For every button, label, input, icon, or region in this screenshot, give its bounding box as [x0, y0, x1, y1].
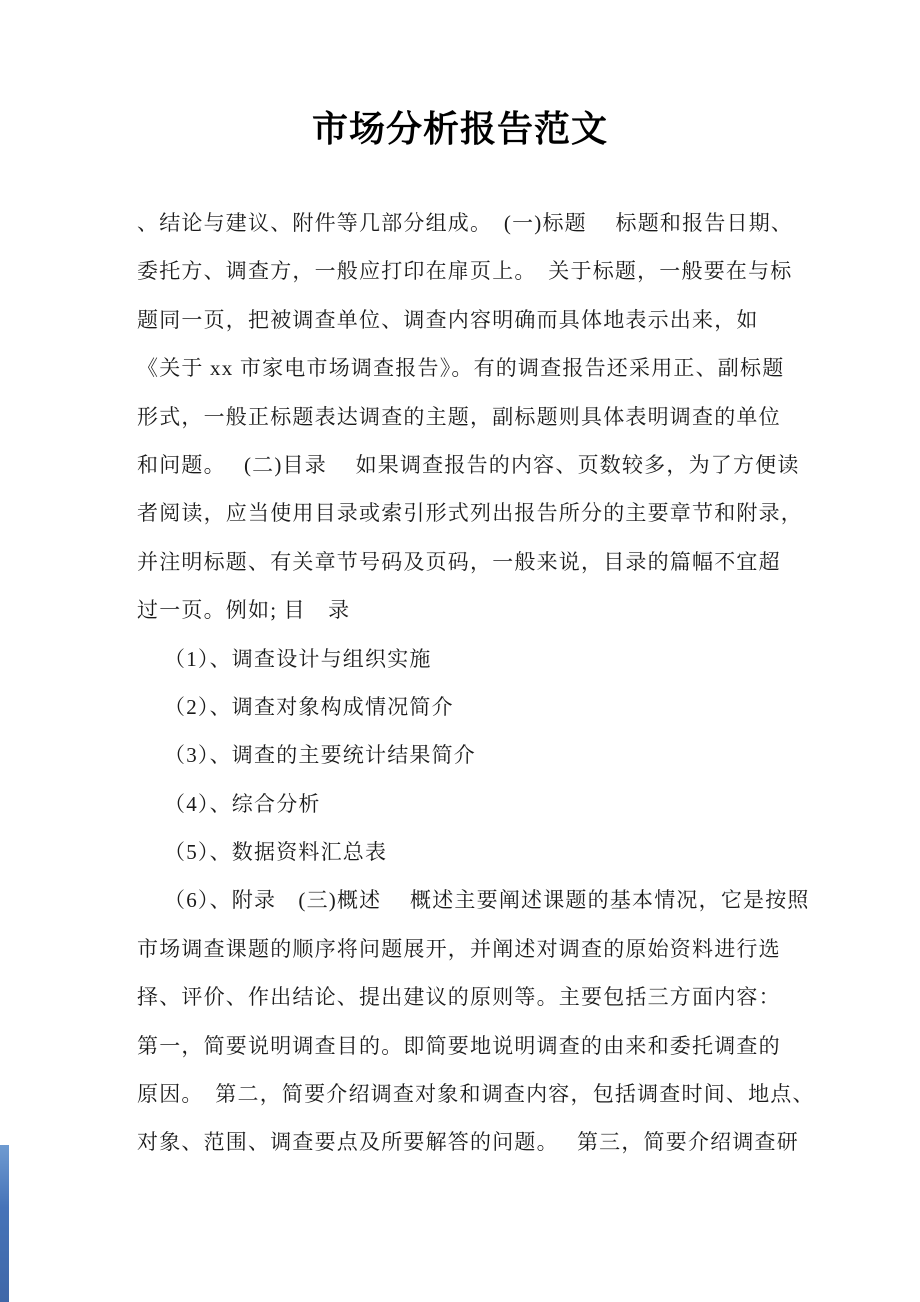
body-line: 委托方、调查方，一般应打印在扉页上。 关于标题，一般要在与标 — [137, 259, 793, 284]
body-line: 择、评价、作出结论、提出建议的原则等。主要包括三方面内容： — [137, 985, 781, 1010]
body-line: 第一，简要说明调查目的。即简要地说明调查的由来和委托调查的 — [137, 1033, 781, 1058]
toc-item: （4）、综合分析 — [164, 791, 321, 816]
toc-item: （1）、调查设计与组织实施 — [164, 646, 432, 671]
body-line: 和问题。 (二)目录 如果调查报告的内容、页数较多，为了方便读 — [137, 452, 800, 477]
document-title: 市场分析报告范文 — [311, 109, 608, 149]
toc-item: （3）、调查的主要统计结果简介 — [164, 743, 476, 768]
body-line: 、结论与建议、附件等几部分组成。 (一)标题 标题和报告日期、 — [137, 211, 794, 235]
toc-item: （2）、调查对象构成情况简介 — [164, 694, 454, 719]
document-body — [137, 199, 815, 1167]
page-edge-blue-bar — [0, 1145, 9, 1302]
body-line: 者阅读，应当使用目录或索引形式列出报告所分的主要章节和附录， — [137, 501, 803, 526]
body-line: 过一页。例如; 目 录 — [137, 598, 351, 623]
body-line: 原因。 第二，简要介绍调查对象和调查内容，包括调查时间、地点、 — [137, 1082, 815, 1107]
toc-item: （5）、数据资料汇总表 — [164, 840, 388, 865]
body-line: 并注明标题、有关章节号码及页码，一般来说，目录的篇幅不宜超 — [137, 549, 781, 574]
body-line: 形式，一般正标题表达调查的主题，副标题则具体表明调查的单位 — [137, 404, 781, 429]
body-line: 题同一页，把被调查单位、调查内容明确而具体地表示出来，如 — [137, 307, 759, 332]
body-line: 《关于 xx 市家电市场调查报告》。有的调查报告还采用正、副标题 — [137, 356, 785, 381]
toc-item: （6）、附录 (三)概述 概述主要阐述课题的基本情况，它是按照 — [164, 888, 810, 913]
body-line: 对象、范围、调查要点及所要解答的问题。 第三，简要介绍调查研 — [137, 1130, 799, 1155]
body-line: 市场调查课题的顺序将问题展开，并阐述对调查的原始资料进行选 — [137, 936, 781, 961]
